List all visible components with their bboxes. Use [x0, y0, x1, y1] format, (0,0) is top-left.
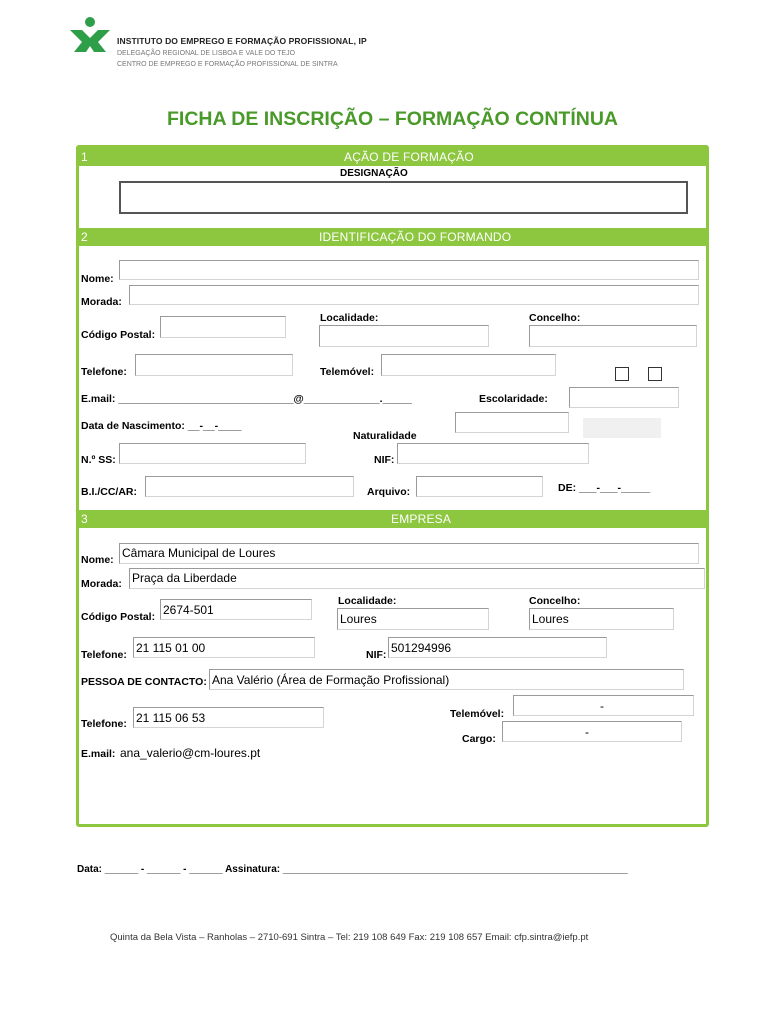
localidade-field[interactable]	[319, 325, 489, 347]
escolaridade-label: Escolaridade:	[479, 393, 548, 405]
nss-field[interactable]	[119, 443, 306, 464]
arquivo-field[interactable]	[416, 476, 543, 497]
logo-mark-icon	[68, 16, 112, 54]
signature-line: Data: ______ - ______ - ______ Assinatura: ______________________________________________________________	[77, 864, 628, 875]
morada-label: Morada:	[81, 296, 122, 308]
telemovel-field[interactable]	[381, 354, 556, 376]
org-region: DELEGAÇÃO REGIONAL DE LISBOA E VALE DO TEJO	[117, 50, 296, 57]
section-3-header	[79, 510, 706, 528]
nome-field[interactable]	[119, 260, 699, 280]
checkbox-1[interactable]	[615, 367, 629, 381]
section-number: 2	[81, 230, 88, 244]
empresa-codigo-postal-label: Código Postal:	[81, 611, 156, 623]
empresa-concelho-value: Loures	[532, 612, 569, 626]
org-name: INSTITUTO DO EMPREGO E FORMAÇÃO PROFISSIONAL, IP	[117, 36, 367, 46]
localidade-label: Localidade:	[320, 312, 379, 324]
designacao-label: DESIGNAÇÃO	[340, 168, 408, 179]
empresa-telefone2-label: Telefone:	[81, 718, 127, 730]
nss-label: N.º SS:	[81, 454, 116, 466]
bi-label: B.I./CC/AR:	[81, 486, 137, 498]
data-nascimento-label: Data de Nascimento: __-__-____	[81, 420, 242, 432]
empresa-morada-value: Praça da Liberdade	[132, 571, 237, 585]
empresa-telefone-label: Telefone:	[81, 649, 127, 661]
bi-field[interactable]	[145, 476, 354, 497]
telefone-label: Telefone:	[81, 366, 127, 378]
telefone-field[interactable]	[135, 354, 293, 376]
empresa-nif-value: 501294996	[391, 641, 452, 655]
escolaridade-field[interactable]	[569, 387, 679, 408]
nif-label: NIF:	[374, 454, 395, 466]
codigo-postal-label: Código Postal:	[81, 329, 156, 341]
cargo-value: -	[585, 725, 589, 739]
designacao-field[interactable]	[119, 181, 688, 214]
de-label: DE: ___-___-_____	[558, 482, 651, 494]
page-title: FICHA DE INSCRIÇÃO – FORMAÇÃO CONTÍNUA	[166, 108, 619, 130]
email-label: E.mail: ______________________________@_____________._____	[81, 393, 412, 405]
empresa-telefone-value: 21 115 01 00	[136, 641, 206, 655]
empresa-concelho-label: Concelho:	[529, 595, 581, 607]
empresa-morada-label: Morada:	[81, 578, 122, 590]
section-number: 3	[81, 512, 88, 526]
contacto-value: Ana Valério (Área de Formação Profissional)	[212, 673, 450, 687]
empresa-telemovel-value: -	[600, 699, 604, 713]
concelho-field[interactable]	[529, 325, 697, 347]
empresa-nif-label: NIF:	[366, 649, 387, 661]
empresa-nome-label: Nome:	[81, 554, 114, 566]
checkbox-2[interactable]	[648, 367, 662, 381]
concelho-label: Concelho:	[529, 312, 581, 324]
empresa-email-label: E.mail:	[81, 748, 116, 760]
section-1-header	[79, 148, 706, 166]
empresa-nome-value: Câmara Municipal de Loures	[122, 546, 276, 560]
empresa-localidade-value: Loures	[340, 612, 377, 626]
footer-address: Quinta da Bela Vista – Ranholas – 2710-691 Sintra – Tel: 219 108 649 Fax: 219 108 657 Email: cfp.sintra@iefp.pt	[110, 932, 589, 943]
shaded-box	[583, 418, 661, 438]
cargo-field[interactable]	[502, 721, 682, 742]
empresa-telefone2-value: 21 115 06 53	[136, 711, 206, 725]
arquivo-label: Arquivo:	[367, 486, 411, 498]
empresa-email-value: ana_valerio@cm-loures.pt	[120, 746, 261, 760]
telemovel-label: Telemóvel:	[320, 366, 375, 378]
section-number: 1	[81, 150, 88, 164]
section-title: IDENTIFICAÇÃO DO FORMANDO	[319, 230, 512, 244]
section-2-header	[79, 228, 706, 246]
section-title: EMPRESA	[391, 512, 452, 526]
naturalidade-field[interactable]	[455, 412, 569, 433]
empresa-codigo-postal-value: 2674-501	[163, 603, 214, 617]
section-title: AÇÃO DE FORMAÇÃO	[344, 150, 474, 164]
cargo-label: Cargo:	[462, 733, 496, 745]
nif-field[interactable]	[397, 443, 589, 464]
contacto-label: PESSOA DE CONTACTO:	[81, 676, 207, 688]
empresa-localidade-label: Localidade:	[338, 595, 397, 607]
iefp-logo	[68, 16, 112, 54]
codigo-postal-field[interactable]	[160, 316, 286, 338]
empresa-telemovel-label: Telemóvel:	[450, 708, 505, 720]
nome-label: Nome:	[81, 273, 114, 285]
morada-field[interactable]	[129, 285, 699, 305]
naturalidade-label: Naturalidade	[353, 430, 417, 442]
org-centre: CENTRO DE EMPREGO E FORMAÇÃO PROFISSIONAL DE SINTRA	[117, 61, 338, 68]
